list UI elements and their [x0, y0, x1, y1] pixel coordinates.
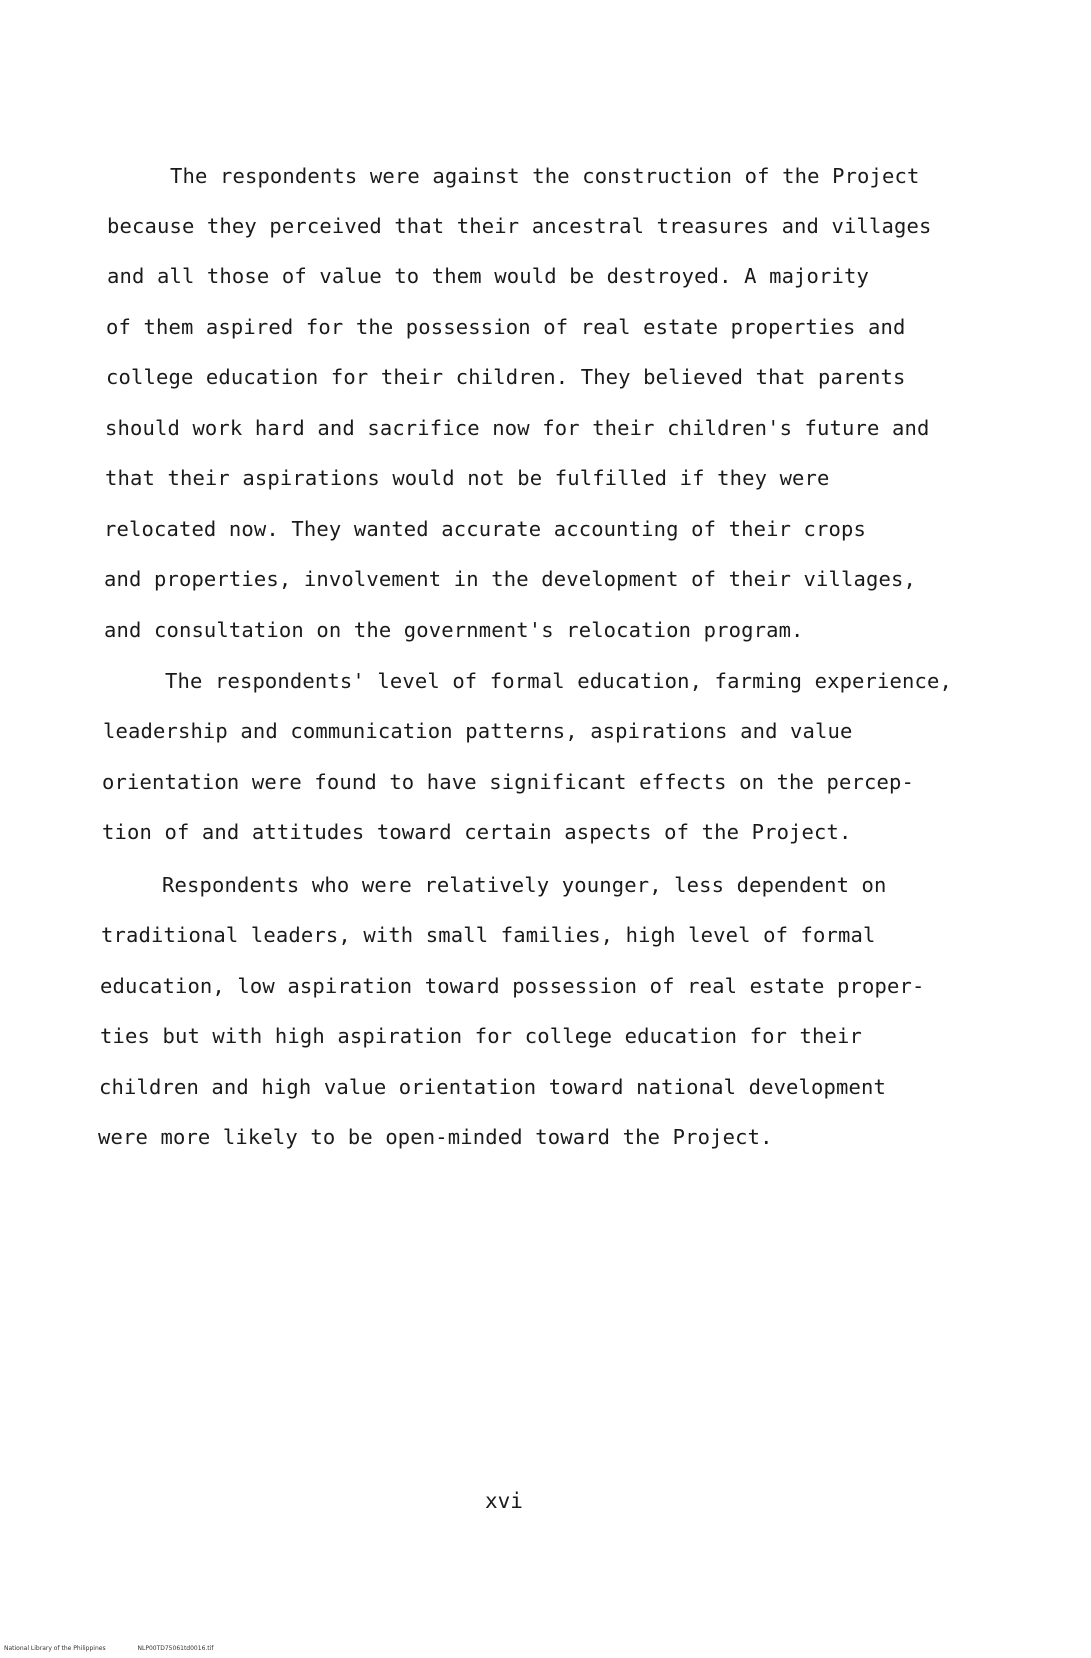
text-line: and consultation on the government's relocation program.	[104, 618, 804, 642]
text-line: of them aspired for the possession of real estate properties and	[106, 315, 906, 339]
text-line: because they perceived that their ancestral treasures and villages	[107, 214, 932, 238]
text-line: and properties, involvement in the development of their villages,	[104, 567, 916, 591]
text-line: ties but with high aspiration for college education for their	[100, 1024, 863, 1048]
text-line: that their aspirations would not be fulfilled if they were	[105, 466, 830, 490]
scan-footer	[4, 1645, 243, 1653]
text-line: relocated now. They wanted accurate accounting of their crops	[104, 517, 867, 541]
text-line: The respondents' level of formal education, farming experience,	[165, 669, 952, 693]
text-line: orientation were found to have significant effects on the percep-	[102, 770, 914, 794]
text-line: children and high value orientation toward national development	[99, 1075, 886, 1099]
text-line: leadership and communication patterns, aspirations and value	[103, 719, 853, 743]
text-line: tion of and attitudes toward certain aspects of the Project.	[102, 820, 852, 844]
text-line: education, low aspiration toward possession of real estate proper-	[100, 974, 925, 998]
text-line: should work hard and sacrifice now for their children's future and	[105, 416, 930, 440]
text-line: traditional leaders, with small families, high level of formal	[101, 923, 876, 947]
footer-file: NLP00TD75061td0016.tif	[137, 1645, 214, 1652]
page-number: xvi	[485, 1489, 523, 1513]
text-line: were more likely to be open-minded toward the Project.	[98, 1125, 773, 1149]
footer-library: National Library of the Philippines	[4, 1645, 106, 1652]
text-line: Respondents who were relatively younger, less dependent on	[162, 873, 887, 897]
text-line: The respondents were against the construction of the Project	[170, 164, 920, 188]
text-line: and all those of value to them would be destroyed. A majority	[107, 264, 870, 288]
text-line: college education for their children. They believed that parents	[106, 365, 906, 389]
